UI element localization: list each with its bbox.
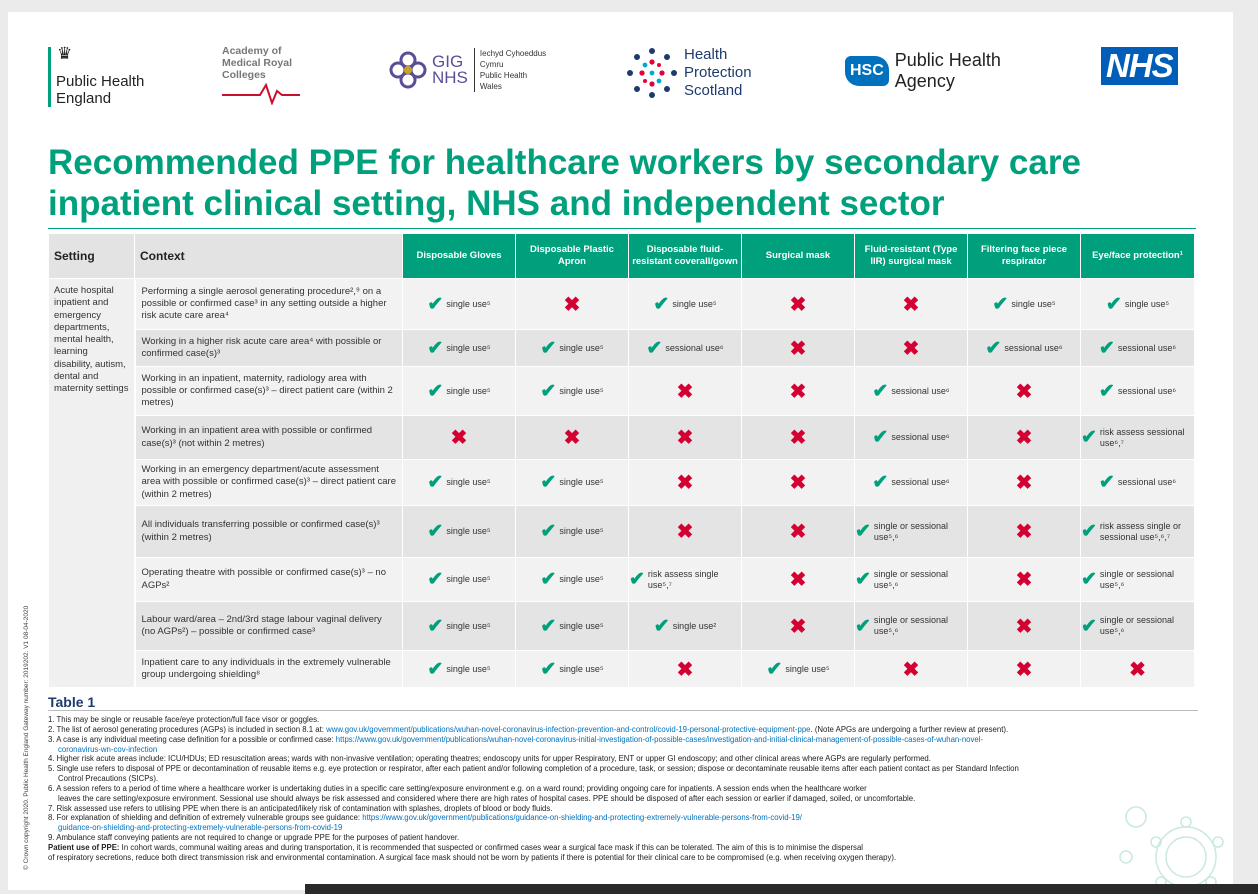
hps-line1: Health: [684, 46, 728, 63]
footnote: [48, 823, 1198, 833]
ppe-cell: [516, 651, 629, 688]
check-icon: ✔: [427, 658, 444, 680]
ppe-cell: [516, 460, 629, 506]
cross-icon: ✖: [789, 427, 807, 449]
cross-icon: ✖: [563, 293, 581, 316]
cross-icon: ✖: [789, 615, 807, 638]
ppe-cell: [516, 367, 629, 416]
ppe-cell: [855, 651, 968, 688]
setting-cell: Acute hospital inpatient and emergency departments, mental health, learning disability, autism, dental and maternity settings: [49, 279, 135, 688]
cell-note: single use⁵: [1011, 298, 1056, 309]
virus-graphic-icon: [1106, 782, 1233, 890]
cross-icon: ✖: [450, 427, 468, 449]
check-icon: ✔: [540, 380, 557, 402]
cell-note: sessional use⁶: [1117, 385, 1177, 396]
copyright-text: © Crown copyright 2020. Public Health England Gateway number: 2019202. V1 08-04-2020: [23, 605, 30, 870]
cell-note: single use⁵: [446, 620, 491, 631]
ppe-cell: [855, 279, 968, 330]
check-icon: ✔: [427, 293, 444, 315]
ppe-cell: [855, 602, 968, 651]
table-row: [49, 651, 1195, 688]
footnote-text: leaves the care setting/exposure environment. Sessional use should always be risk assessed and considered where there are high rates of hospital cases. PPE should be disposed of after each session or earlier if damaged, soiled, or uncomfortable.: [58, 793, 916, 803]
footnote-text: 5. Single use refers to disposal of PPE or decontamination of reusable items e.g. eye protection or respirator, after each patient and/or following completion of a procedure, task, or session; dispose or decontaminate reusable items after each patient contact as per Standard Infection: [48, 764, 1019, 774]
cross-icon: ✖: [676, 472, 694, 494]
cross-icon: ✖: [789, 472, 807, 494]
check-icon: ✔: [646, 337, 663, 359]
header-surgical-mask: Surgical mask: [742, 234, 855, 279]
cell-note: single use²: [672, 620, 717, 631]
cell-note: single use⁵: [446, 574, 491, 584]
footnote: [48, 774, 1198, 784]
check-icon: ✔: [540, 521, 557, 542]
cross-icon: ✖: [789, 521, 807, 543]
cross-icon: ✖: [789, 293, 807, 316]
ppe-cell: [968, 602, 1081, 651]
ppe-cell: [968, 460, 1081, 506]
check-icon: ✔: [629, 569, 645, 590]
check-icon: ✔: [872, 427, 889, 448]
check-icon: ✔: [872, 380, 889, 402]
aomrc-line1: Academy of: [222, 45, 282, 57]
patient-use-note: [48, 843, 1198, 853]
phw-line4: Wales: [479, 82, 502, 91]
title-divider: [48, 228, 1196, 229]
table-row: [49, 367, 1195, 416]
ppe-cell: [1081, 330, 1195, 367]
cell-note: single use⁵: [446, 477, 491, 487]
footnote: [48, 794, 1198, 804]
check-icon: ✔: [1081, 615, 1097, 637]
ppe-cell: [742, 558, 855, 602]
celtic-knot-icon: [388, 50, 428, 90]
cell-note: single use⁵: [1124, 298, 1170, 309]
ppe-cell: [403, 651, 516, 688]
footnote: [48, 735, 1198, 745]
cell-note: single or sessional use⁵,⁶: [1099, 568, 1174, 590]
cell-note: single or sessional use⁵,⁶: [873, 615, 948, 636]
header-frsm: Fluid-resistant (Type IIR) surgical mask: [855, 234, 968, 279]
cell-note: sessional use⁶: [665, 342, 724, 353]
context-cell: Working in an inpatient, maternity, radiology area with possible or confirmed case(s)³ – direct patient care (within 2 metres): [135, 367, 403, 416]
ppe-cell: [403, 416, 516, 460]
check-icon: ✔: [1098, 337, 1115, 359]
ppe-cell: [855, 558, 968, 602]
footnote: [48, 715, 1198, 725]
ppe-cell: [1081, 460, 1195, 506]
hsc-badge: HSC: [845, 56, 889, 86]
cell-note: single use⁵: [559, 620, 604, 631]
ppe-cell: [968, 651, 1081, 688]
cross-icon: ✖: [902, 293, 920, 316]
table-row: [49, 279, 1195, 330]
check-icon: ✔: [427, 472, 444, 493]
cell-note: single use⁵: [446, 298, 491, 309]
ppe-cell: [629, 279, 742, 330]
cross-icon: ✖: [1015, 615, 1033, 638]
ppe-cell: [1081, 602, 1195, 651]
context-cell: Operating theatre with possible or confirmed case(s)³ – no AGPs²: [135, 558, 403, 602]
header-ffp: Filtering face piece respirator: [968, 234, 1081, 279]
table-header-row: [49, 234, 1195, 279]
table-caption: Table 1: [48, 694, 96, 710]
context-cell: Performing a single aerosol generating procedure²,⁹ on a possible or confirmed case³ in any setting outside a higher risk acute care area⁴: [135, 279, 403, 330]
check-icon: ✔: [992, 293, 1009, 315]
cross-icon: ✖: [1015, 427, 1033, 449]
header-coverall: Disposable fluid-resistant coverall/gown: [629, 234, 742, 279]
ppe-cell: [403, 279, 516, 330]
hsc-logo: [845, 50, 1001, 92]
ppe-table: [48, 233, 1195, 688]
check-icon: ✔: [1098, 472, 1115, 493]
cell-note: risk assess single or sessional use⁵,⁶,⁷: [1099, 520, 1181, 542]
check-icon: ✔: [540, 569, 557, 590]
footnote: [48, 804, 1198, 814]
cell-note: single use⁵: [446, 663, 491, 674]
ppe-cell: [968, 558, 1081, 602]
document-page: [8, 12, 1233, 890]
check-icon: ✔: [855, 615, 871, 637]
hps-line3: Scotland: [684, 82, 743, 99]
phw-line1: Iechyd Cyhoeddus: [479, 49, 547, 58]
ppe-cell: [968, 279, 1081, 330]
cell-note: single use⁵: [559, 663, 604, 674]
ppe-cell: [403, 367, 516, 416]
ppe-cell: [968, 416, 1081, 460]
cross-icon: ✖: [1015, 521, 1033, 543]
gig-nhs-text: NHS: [432, 68, 468, 87]
footnote-text: 2. The list of aerosol generating procedures (AGPs) is included in section 8.1 at:: [48, 724, 327, 734]
ppe-cell: [855, 506, 968, 558]
ppe-cell: [403, 330, 516, 367]
check-icon: ✔: [1081, 569, 1097, 590]
ppe-cell: [516, 506, 629, 558]
check-icon: ✔: [855, 569, 871, 590]
ppe-cell: [1081, 506, 1195, 558]
ppe-cell: [629, 330, 742, 367]
footnote-text: Control Precautions (SICPs).: [58, 774, 159, 784]
page-title: Recommended PPE for healthcare workers by secondary care inpatient clinical setting, NHS and independent sector: [48, 143, 1081, 223]
cross-icon: ✖: [789, 337, 807, 360]
check-icon: ✔: [540, 658, 557, 680]
check-icon: ✔: [855, 521, 871, 542]
ppe-cell: [968, 506, 1081, 558]
patient-use-text: In cohort wards, communal waiting areas and during transportation, it is recommended that suspected or confirmed cases wear a surgical face mask if this can be tolerated. The aim of this is to minimise the dispersal: [119, 842, 864, 852]
ppe-cell: [968, 330, 1081, 367]
ppe-cell: [742, 279, 855, 330]
check-icon: ✔: [427, 521, 444, 542]
check-icon: ✔: [872, 472, 889, 493]
footnote-text: 7. Risk assessed use refers to utilising PPE when there is an anticipated/likely risk of contamination with splashes, droplets of blood or body fluids.: [48, 803, 553, 813]
check-icon: ✔: [427, 380, 444, 402]
ppe-cell: [403, 460, 516, 506]
check-icon: ✔: [427, 569, 444, 590]
context-cell: Working in an inpatient area with possible or confirmed case(s)³ (not within 2 metres): [135, 416, 403, 460]
footnote-text: 6. A session refers to a period of time where a healthcare worker is undertaking duties in a specific care setting/exposure environment e.g. on a ward round; providing ongoing care for inpatients. A session ends when the healthcare worker: [48, 783, 867, 793]
context-cell: Inpatient care to any individuals in the extremely vulnerable group undergoing shielding⁸: [135, 651, 403, 688]
table-row: [49, 602, 1195, 651]
check-icon: ✔: [540, 337, 557, 359]
header-setting: Setting: [49, 234, 135, 279]
ppe-cell: [629, 416, 742, 460]
phe-logo-line2: England: [56, 90, 112, 107]
check-icon: ✔: [540, 615, 557, 637]
ppe-cell: [1081, 558, 1195, 602]
check-icon: ✔: [427, 615, 444, 637]
context-cell: Labour ward/area – 2nd/3rd stage labour vaginal delivery (no AGPs²) – possible or confirmed case³: [135, 602, 403, 651]
cell-note: single use⁵: [446, 526, 491, 536]
header-gloves: Disposable Gloves: [403, 234, 516, 279]
cell-note: single use⁵: [672, 298, 717, 309]
notes-divider: [48, 710, 1198, 711]
cell-note: single use⁵: [446, 385, 491, 396]
header-apron: Disposable Plastic Apron: [516, 234, 629, 279]
check-icon: ✔: [1098, 380, 1115, 402]
cross-icon: ✖: [1129, 658, 1146, 681]
ppe-cell: [742, 416, 855, 460]
cell-note: sessional use⁶: [891, 432, 950, 442]
heartbeat-icon: [222, 83, 300, 105]
cell-note: single use⁵: [559, 342, 604, 353]
ppe-cell: [968, 367, 1081, 416]
footnote-text: . (Note APGs are undergoing a further review at present).: [810, 724, 1009, 734]
ppe-cell: [516, 416, 629, 460]
aomrc-line2: Medical Royal: [222, 57, 293, 69]
cell-note: single use⁵: [559, 477, 604, 487]
footnote-text: 1. This may be single or reusable face/eye protection/full face visor or goggles.: [48, 715, 320, 724]
cell-note: sessional use⁶: [891, 477, 950, 487]
check-icon: ✔: [766, 658, 783, 680]
footnote-link[interactable]: coronavirus-wn-cov-infection: [58, 744, 158, 754]
ppe-cell: [516, 330, 629, 367]
cell-note: single use⁵: [559, 574, 604, 584]
ppe-cell: [855, 416, 968, 460]
context-cell: All individuals transferring possible or confirmed case(s)³ (within 2 metres): [135, 506, 403, 558]
cross-icon: ✖: [902, 337, 920, 360]
dots-circle-icon: [626, 47, 678, 99]
ppe-cell: [855, 330, 968, 367]
table-row: [49, 416, 1195, 460]
cross-icon: ✖: [789, 569, 807, 591]
ppe-cell: [629, 558, 742, 602]
cell-note: single or sessional use⁵,⁶: [873, 520, 948, 542]
table-row: [49, 558, 1195, 602]
cross-icon: ✖: [1015, 658, 1033, 681]
ppe-cell: [1081, 416, 1195, 460]
hps-logo: [626, 46, 752, 100]
footnote-text: 3. A case is any individual meeting case definition for a possible or confirmed case:: [48, 734, 336, 744]
ppe-cell: [1081, 279, 1195, 330]
gig-text: GIG: [432, 52, 464, 71]
footnote: [48, 754, 1198, 764]
cell-note: single or sessional use⁵,⁶: [873, 568, 948, 590]
screen-bottom-bar: [305, 884, 1258, 894]
cell-note: sessional use⁶: [1117, 477, 1177, 487]
ppe-cell: [516, 558, 629, 602]
cross-icon: ✖: [676, 427, 694, 449]
cell-note: risk assess single use⁵,⁷: [647, 568, 719, 590]
footnote-link[interactable]: https://www.gov.uk/government/publications/wuhan-novel-coronavirus-initial-investigation-of-possible-cases/investigation-and-initial-clinical-management-of-possible-cases-of-wuhan-novel-: [335, 734, 984, 744]
cell-note: sessional use⁶: [1117, 342, 1177, 353]
footnote-link[interactable]: www.gov.uk/government/publications/wuhan-novel-coronavirus-infection-prevention-and-control/covid-19-personal-protective-equipment-ppe: [326, 724, 811, 734]
patient-use-label: Patient use of PPE:: [48, 842, 120, 852]
ppe-cell: [629, 460, 742, 506]
phw-line2: Cymru: [479, 60, 504, 69]
ppe-cell: [855, 460, 968, 506]
ppe-cell: [516, 279, 629, 330]
ppe-cell: [1081, 367, 1195, 416]
cross-icon: ✖: [676, 658, 694, 681]
cross-icon: ✖: [563, 427, 581, 449]
footnote: [48, 745, 1198, 755]
cell-note: sessional use⁶: [1004, 342, 1063, 353]
context-cell: Working in a higher risk acute care area⁴ with possible or confirmed case(s)³: [135, 330, 403, 367]
ppe-cell: [742, 330, 855, 367]
check-icon: ✔: [1081, 521, 1097, 542]
footnotes: [48, 715, 1198, 863]
phe-logo: [48, 44, 145, 107]
cross-icon: ✖: [1015, 472, 1033, 494]
ppe-cell: [742, 506, 855, 558]
check-icon: ✔: [1105, 293, 1122, 315]
table-body: [49, 279, 1195, 688]
header-eye-protection: Eye/face protection¹: [1081, 234, 1195, 279]
ppe-cell: [742, 460, 855, 506]
cell-note: single or sessional use⁵,⁶: [1099, 615, 1174, 636]
ppe-cell: [742, 651, 855, 688]
footnote-text: 4. Higher risk acute areas include: ICU/HDUs; ED resuscitation areas; wards with non-invasive ventilation; operating theatres; endoscopy units for upper Respiratory, ENT or upper GI endoscopy; and other clinical areas where AGPs are regularly performed.: [48, 754, 931, 764]
table-row: [49, 330, 1195, 367]
nhs-logo: NHS: [1101, 47, 1178, 85]
ppe-cell: [1081, 651, 1195, 688]
ppe-cell: [629, 602, 742, 651]
phe-logo-line1: Public Health: [56, 73, 145, 90]
footnote: [48, 784, 1198, 794]
patient-use-note-continued: of respiratory secretions, reduce both direct transmission risk and environmental contamination. A surgical face mask should not be worn by patients if there is potential for their clinical care to be compromised (e.g. when receiving oxygen therapy).: [48, 852, 897, 862]
table-row: [49, 460, 1195, 506]
footnote: [48, 725, 1198, 735]
ppe-cell: [629, 651, 742, 688]
cell-note: single use⁵: [559, 526, 604, 536]
header-context: Context: [135, 234, 403, 279]
footnote: [48, 764, 1198, 774]
crest-icon: ♛: [57, 44, 73, 63]
ppe-cell: [629, 506, 742, 558]
ppe-cell: [516, 602, 629, 651]
context-cell: Working in an emergency department/acute assessment area with possible or confirmed case(s)³ – direct patient care (within 2 metres): [135, 460, 403, 506]
ppe-cell: [629, 367, 742, 416]
ppe-cell: [403, 602, 516, 651]
footnote-link[interactable]: https://www.gov.uk/government/publications/guidance-on-shielding-and-protecting-extremely-vulnerable-persons-from-covid-19/: [362, 813, 802, 823]
check-icon: ✔: [427, 337, 444, 359]
cell-note: single use⁵: [559, 385, 604, 396]
phw-logo: [388, 48, 546, 92]
footnote: [48, 833, 1198, 843]
hps-line2: Protection: [684, 64, 752, 81]
ppe-cell: [742, 367, 855, 416]
footnote-text: 8. For explanation of shielding and definition of extremely vulnerable groups see guidance:: [48, 813, 363, 823]
cell-note: single use⁵: [785, 663, 830, 674]
cell-note: risk assess sessional use⁶,⁷: [1099, 426, 1185, 448]
hsc-line1: Public Health: [894, 50, 1001, 70]
cross-icon: ✖: [902, 658, 920, 681]
cell-note: sessional use⁶: [891, 385, 950, 396]
ppe-cell: [403, 506, 516, 558]
check-icon: ✔: [653, 293, 670, 315]
cross-icon: ✖: [1015, 380, 1033, 403]
cell-note: single use⁵: [446, 342, 491, 353]
footnote: [48, 813, 1198, 823]
hsc-line2: Agency: [894, 71, 955, 91]
footnote-link[interactable]: guidance-on-shielding-and-protecting-extremely-vulnerable-persons-from-covid-19: [58, 823, 343, 833]
phw-line3: Public Health: [479, 71, 528, 80]
cross-icon: ✖: [676, 521, 694, 543]
check-icon: ✔: [985, 337, 1002, 359]
check-icon: ✔: [653, 615, 670, 637]
check-icon: ✔: [540, 472, 557, 493]
aomrc-line3: Colleges: [222, 69, 266, 81]
footnote-text: 9. Ambulance staff conveying patients are not required to change or upgrade PPE for the purposes of patient handover.: [48, 833, 460, 843]
check-icon: ✔: [1081, 427, 1097, 448]
table-row: [49, 506, 1195, 558]
ppe-cell: [403, 558, 516, 602]
cross-icon: ✖: [789, 380, 807, 403]
aomrc-logo: [222, 45, 300, 105]
cross-icon: ✖: [676, 380, 694, 403]
ppe-cell: [742, 602, 855, 651]
cross-icon: ✖: [1015, 569, 1033, 591]
ppe-cell: [855, 367, 968, 416]
